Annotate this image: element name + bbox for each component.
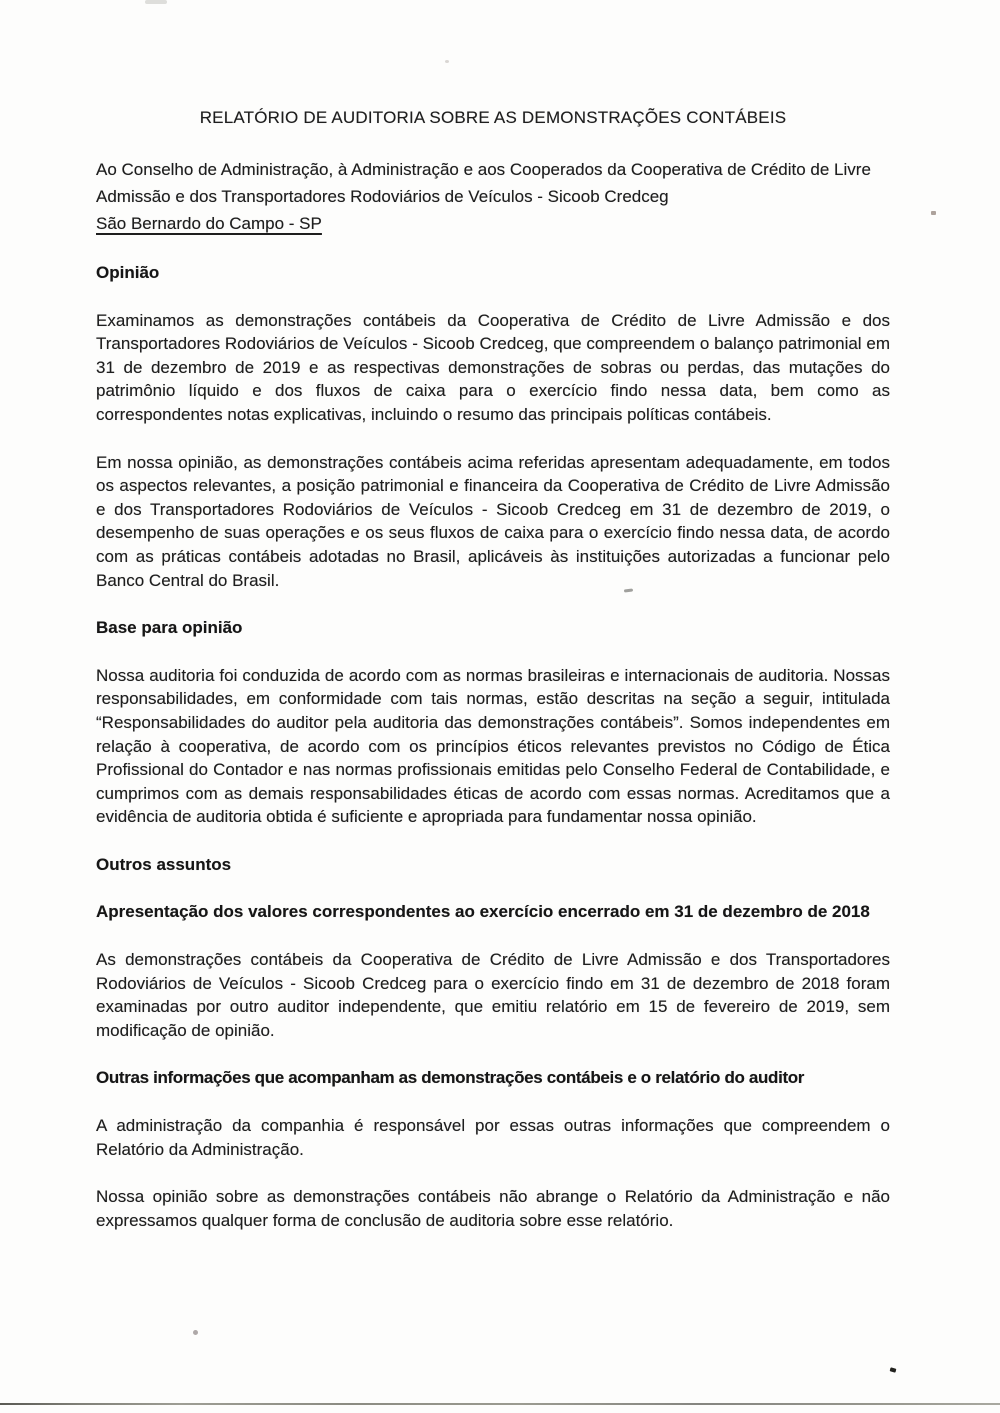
paragraph-opiniao-1: Examinamos as demonstrações contábeis da Cooperativa de Crédito de Livre Admissão e dos Transportadores Rodoviários de Veículos - Sicoob Credceg, que compreendem o balanço patrimonial em 31 de dezembro de 2019 e as respectivas demonstrações de sobras ou perdas, das mutações do patrimônio líquido e dos fluxos de caixa para o exercício findo nessa data, bem como as correspondentes notas explicativas, incluindo o resumo das principais políticas contábeis. [96, 310, 890, 424]
scan-dot-lower-left [193, 1330, 198, 1335]
scan-edge-line [0, 1403, 1000, 1405]
addressee-city: São Bernardo do Campo - SP [96, 214, 322, 233]
scan-dot-lower-right [890, 1367, 897, 1372]
addressee-city-line [96, 210, 890, 237]
section-heading-outras-informacoes: Outras informações que acompanham as demonstrações contábeis e o relatório do auditor [96, 1068, 805, 1088]
document-content [96, 106, 890, 1256]
scan-speck-upper [445, 60, 449, 63]
section-heading-apresentacao-valores: Apresentação dos valores correspondentes ao exercício encerrado em 31 de dezembro de 2018 [96, 902, 870, 922]
paragraph-base-para-opiniao-1: Nossa auditoria foi conduzida de acordo com as normas brasileiras e internacionais de auditoria. Nossas responsabilidades, em conformidade com tais normas, estão descritas na seção a seguir, intitulada “Responsabilidades do auditor pela auditoria das demonstrações contábeis”. Somos independentes em relação à cooperativa, de acordo com os princípios éticos relevantes previstos no Código de Ética Profissional do Contador e nas normas profissionais emitidas pelo Conselho Federal de Contabilidade, e cumprimos com as demais responsabilidades éticas de acordo com essas normas. Acreditamos que a evidência de auditoria obtida é suficiente e apropriada para fundamentar nossa opinião. [96, 665, 890, 827]
scan-speck-right [931, 211, 936, 215]
section-heading-outros-assuntos: Outros assuntos [96, 854, 232, 874]
paragraph-outras-informacoes-1: A administração da companhia é responsável por essas outras informações que compreendem o Relatório da Administração. [96, 1116, 890, 1159]
scan-smudge-top [145, 0, 167, 4]
paragraph-opiniao-2: Em nossa opinião, as demonstrações contábeis acima referidas apresentam adequadamente, em todos os aspectos relevantes, a posição patrimonial e financeira da Cooperativa de Crédito de Livre Admissão e dos Transportadores Rodoviários de Veículos - Sicoob Credceg em 31 de dezembro de 2019, o desempenho de suas operações e os seus fluxos de caixa para o exercício findo nessa data, de acordo com as práticas contábeis adotadas no Brasil, aplicáveis às instituições autorizadas a funcionar pelo Banco Central do Brasil. [96, 452, 890, 590]
paragraph-outras-informacoes-2: Nossa opinião sobre as demonstrações contábeis não abrange o Relatório da Administração e não expressamos qualquer forma de conclusão de auditoria sobre esse relatório. [96, 1187, 890, 1230]
section-heading-base-para-opiniao: Base para opinião [96, 618, 243, 638]
section-heading-opiniao: Opinião [96, 263, 160, 282]
report-title: RELATÓRIO DE AUDITORIA SOBRE AS DEMONSTRAÇÕES CONTÁBEIS [199, 108, 787, 127]
paragraph-apresentacao-valores-1: As demonstrações contábeis da Cooperativa de Crédito de Livre Admissão e dos Transportadores Rodoviários de Veículos - Sicoob Credceg para o exercício findo em 31 de dezembro de 2018 foram examinadas por outro auditor independente, que emitiu relatório em 15 de fevereiro de 2019, sem modificação de opinião. [96, 950, 890, 1040]
addressee-block: Ao Conselho de Administração, à Administração e aos Cooperados da Cooperativa de Crédito de Livre Admissão e dos Transportadores Rodoviários de Veículos - Sicoob Credceg [96, 160, 871, 206]
